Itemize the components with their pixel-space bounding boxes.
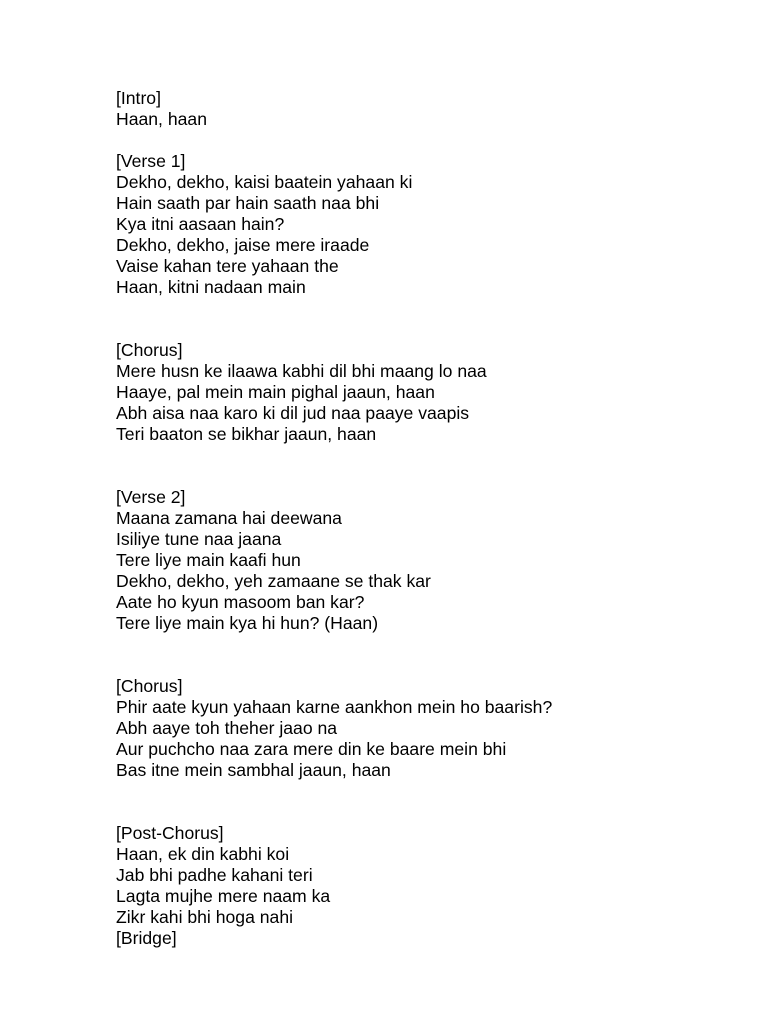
lyric-line: Abh aaye toh theher jaao na [116,718,338,738]
section-heading-chorus: [Chorus] [116,676,183,696]
lyric-line: Haaye, pal mein main pighal jaaun, haan [116,382,435,402]
lyric-line: Kya itni aasaan hain? [116,214,285,234]
lyric-line: Vaise kahan tere yahaan the [116,256,339,276]
lyric-line: Aate ho kyun masoom ban kar? [116,592,365,612]
section-heading-intro: [Intro] [116,88,161,108]
lyric-line: Haan, kitni nadaan main [116,277,306,297]
lyric-line: Dekho, dekho, jaise mere iraade [116,235,370,255]
lyric-line: Dekho, dekho, yeh zamaane se thak kar [116,571,431,591]
lyric-line: Tere liye main kaafi hun [116,550,301,570]
lyric-line: Haan, haan [116,109,207,129]
blank-line [116,130,736,151]
section-heading-post-chorus: [Post-Chorus] [116,823,224,843]
blank-line [116,655,736,676]
blank-line [116,466,736,487]
lyric-line: Haan, ek din kabhi koi [116,844,290,864]
lyric-line: Abh aisa naa karo ki dil jud naa paaye vaapis [116,403,470,423]
lyric-line: Lagta mujhe mere naam ka [116,886,331,906]
lyric-line: Hain saath par hain saath naa bhi [116,193,380,213]
blank-line [116,634,736,655]
lyric-line: Phir aate kyun yahaan karne aankhon mein ho baarish? [116,697,553,717]
blank-line [116,802,736,823]
section-heading-chorus: [Chorus] [116,340,183,360]
section-heading-bridge: [Bridge] [116,928,177,948]
lyric-line: Isiliye tune naa jaana [116,529,282,549]
lyric-line: Aur puchcho naa zara mere din ke baare mein bhi [116,739,507,759]
lyric-line: Bas itne mein sambhal jaaun, haan [116,760,391,780]
lyric-line: Mere husn ke ilaawa kabhi dil bhi maang lo naa [116,361,487,381]
lyric-line: Zikr kahi bhi hoga nahi [116,907,294,927]
blank-line [116,445,736,466]
blank-line [116,781,736,802]
lyric-line: Teri baaton se bikhar jaaun, haan [116,424,377,444]
lyric-line: Tere liye main kya hi hun? (Haan) [116,613,379,633]
lyrics-text [116,88,736,949]
lyric-line: Maana zamana hai deewana [116,508,342,528]
blank-line [116,298,736,319]
section-heading-verse-1: [Verse 1] [116,151,186,171]
blank-line [116,319,736,340]
section-heading-verse-2: [Verse 2] [116,487,186,507]
lyric-line: Dekho, dekho, kaisi baatein yahaan ki [116,172,413,192]
lyric-line: Jab bhi padhe kahani teri [116,865,313,885]
